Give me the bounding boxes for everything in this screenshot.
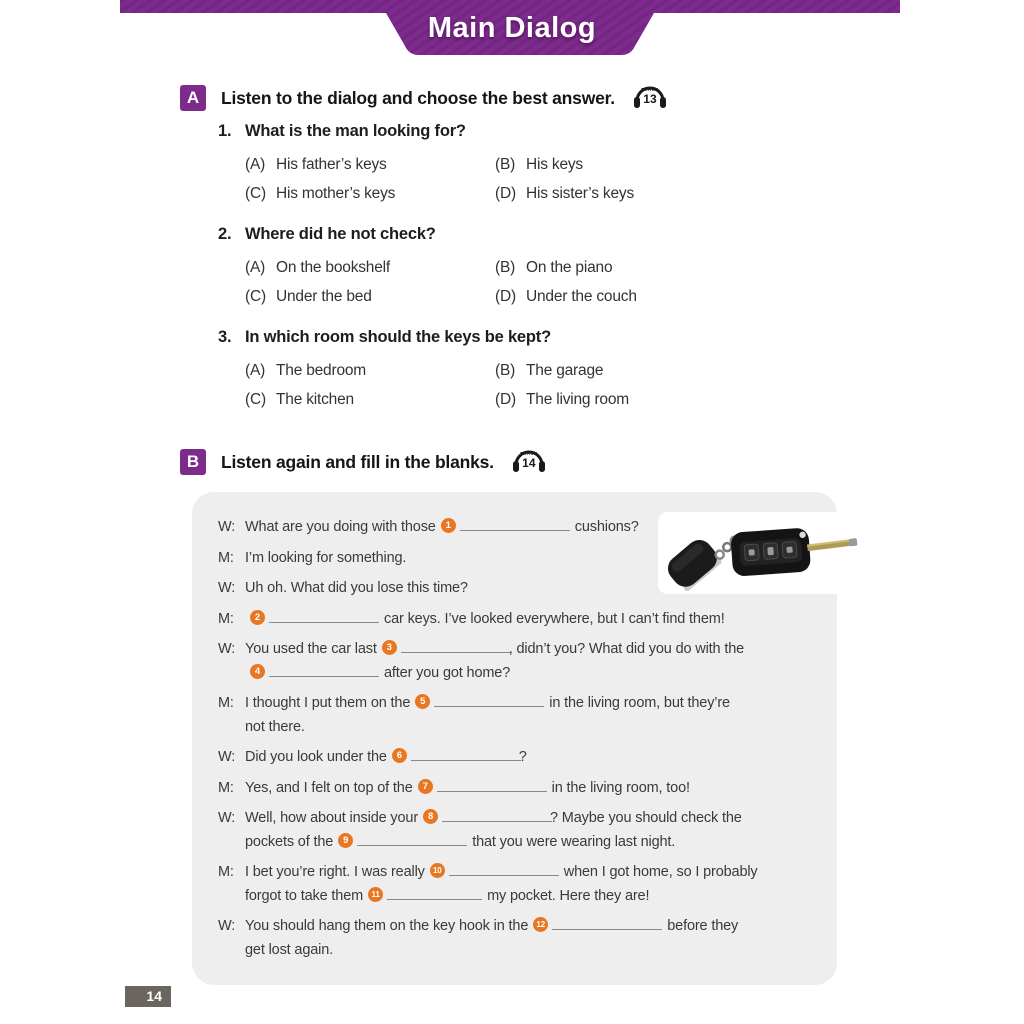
track-label: TRACK [641, 86, 659, 92]
dialog-text: ? Maybe you should check the [550, 810, 742, 826]
answer-option [245, 282, 495, 311]
dialog-line [218, 716, 823, 740]
answer-option [495, 385, 858, 414]
option-letter: (A) [245, 362, 266, 379]
option-letter: (C) [245, 391, 266, 408]
section-b-title: Listen again and fill in the blanks. [221, 451, 494, 472]
question-text: Where did he not check? [245, 225, 436, 243]
blank-field [423, 810, 552, 826]
speaker-label: M: [218, 864, 234, 880]
dialog-text: when I got home, so I probably [563, 864, 758, 880]
answer-option [245, 150, 495, 179]
option-letter: (B) [495, 156, 516, 173]
dialog-line [218, 831, 823, 855]
dialog-line [218, 861, 823, 885]
blank-underline [401, 639, 511, 653]
question-number: 1. [218, 122, 232, 140]
track-number: 13 [643, 92, 657, 106]
speaker-label: W: [218, 641, 236, 657]
question-title [218, 121, 858, 141]
headphones-track-icon [631, 79, 669, 113]
headphones-track-icon [510, 443, 548, 477]
option-text: Under the bed [276, 288, 372, 305]
blank-field [382, 641, 511, 657]
track-number: 14 [522, 456, 536, 470]
dialog-text: Uh oh. What did you lose this time? [245, 580, 468, 596]
dialog-line [218, 662, 823, 686]
answer-option [495, 356, 858, 385]
question-title [218, 224, 858, 244]
question-block [218, 121, 858, 208]
blank-field [430, 864, 559, 880]
blank-number-marker: 12 [533, 917, 548, 932]
dialog-text: in the living room, too! [551, 779, 690, 796]
speaker-label: W: [218, 810, 236, 826]
section-b-header [180, 448, 548, 476]
page-title: Main Dialog [427, 12, 597, 44]
blank-number-marker: 2 [250, 610, 265, 625]
dialog-text: Well, how about inside your [245, 810, 419, 826]
speaker-label: W: [218, 918, 236, 934]
blank-field [418, 780, 547, 796]
question-text: What is the man looking for? [245, 122, 466, 140]
blank-underline [437, 778, 547, 792]
option-text: The bedroom [276, 362, 366, 379]
dialog-text: that you were wearing last night. [472, 833, 676, 850]
dialog-text: , didn’t you? What did you do with the [508, 641, 745, 657]
dialog-text: cushions? [574, 519, 639, 535]
blank-underline [442, 808, 552, 822]
blank-field [415, 695, 544, 711]
dialog-line [218, 807, 823, 831]
answer-option [495, 150, 858, 179]
blank-number-marker: 10 [430, 863, 445, 878]
blank-number-marker: 4 [250, 664, 265, 679]
option-text: His keys [526, 156, 583, 173]
dialog-text: You used the car last [245, 641, 377, 657]
option-letter: (B) [495, 362, 516, 379]
dialog-text: before they [667, 918, 739, 934]
option-text: On the piano [526, 259, 613, 276]
blank-underline [552, 916, 662, 930]
dialog-text: Yes, and I felt on top of the [245, 779, 413, 796]
answer-option [495, 253, 858, 282]
dialog-line [218, 746, 823, 770]
blank-number-marker: 6 [392, 748, 407, 763]
speaker-label: W: [218, 580, 236, 596]
dialog-text: You should hang them on the key hook in the [245, 918, 529, 934]
section-a-badge: A [180, 85, 206, 111]
option-letter: (D) [495, 185, 516, 202]
dialog-text: not there. [245, 718, 305, 735]
blank-field [368, 888, 482, 904]
option-letter: (C) [245, 288, 266, 305]
section-a-header [180, 84, 669, 112]
answer-option [245, 356, 495, 385]
question-number: 2. [218, 225, 232, 243]
dialog-text: get lost again. [245, 941, 334, 958]
option-letter: (C) [245, 185, 266, 202]
speaker-label: W: [218, 519, 236, 535]
option-text: On the bookshelf [276, 259, 390, 276]
answer-option [495, 282, 858, 311]
questions [218, 121, 858, 430]
blank-underline [357, 832, 467, 846]
blank-number-marker: 9 [338, 833, 353, 848]
speaker-label: M: [218, 549, 234, 566]
speaker-label: M: [218, 610, 234, 627]
blank-field [250, 665, 379, 681]
dialog-text: my pocket. Here they are! [487, 887, 650, 904]
blank-field [338, 834, 467, 850]
dialog-text: What are you doing with those [245, 519, 436, 535]
speaker-label: M: [218, 695, 234, 711]
dialog-line [218, 638, 823, 662]
option-letter: (D) [495, 391, 516, 408]
answer-option [495, 179, 858, 208]
dialog-text: I bet you’re right. I was really [245, 864, 425, 880]
blank-field [250, 611, 379, 627]
blank-field [392, 749, 521, 765]
question-number: 3. [218, 328, 232, 346]
option-text: Under the couch [526, 288, 637, 305]
dialog-text: I’m looking for something. [245, 549, 407, 566]
dialog-line [218, 692, 823, 716]
section-b-badge: B [180, 449, 206, 475]
page-number-badge: 14 [125, 986, 171, 1007]
track-label: TRACK [519, 450, 538, 456]
blank-number-marker: 8 [423, 809, 438, 824]
dialog-text: ? [518, 749, 527, 765]
dialog-line [218, 939, 823, 963]
option-letter: (B) [495, 259, 516, 276]
dialog-line [218, 915, 823, 939]
dialog-text: after you got home? [384, 664, 511, 681]
question-text: In which room should the keys be kept? [245, 328, 551, 346]
dialog-text: Did you look under the [245, 749, 387, 765]
blank-underline [460, 517, 570, 531]
question-block [218, 327, 858, 414]
dialog-text: in the living room, but they’re [549, 695, 730, 711]
question-block [218, 224, 858, 311]
blank-field [441, 519, 570, 535]
dialog-text: I thought I put them on the [245, 695, 411, 711]
car-keys-photo [658, 512, 860, 594]
option-letter: (D) [495, 288, 516, 305]
answer-option [245, 179, 495, 208]
blank-number-marker: 5 [415, 694, 430, 709]
blank-underline [269, 609, 379, 623]
question-title [218, 327, 858, 347]
option-text: His mother’s keys [276, 185, 396, 202]
dialog-line [218, 885, 823, 909]
dialog-line [218, 777, 823, 801]
blank-underline [411, 747, 521, 761]
blank-number-marker: 7 [418, 779, 433, 794]
dialog-line [218, 608, 823, 632]
option-text: The garage [526, 362, 604, 379]
option-text: His father’s keys [276, 156, 387, 173]
blank-number-marker: 1 [441, 518, 456, 533]
dialog-text: forgot to take them [245, 887, 364, 904]
blank-underline [387, 886, 482, 900]
question-options [245, 253, 858, 311]
dialog-text: pockets of the [245, 833, 334, 850]
question-options [245, 150, 858, 208]
option-text: The living room [526, 391, 629, 408]
blank-underline [269, 663, 379, 677]
blank-field [533, 918, 662, 934]
section-a-title: Listen to the dialog and choose the best answer. [221, 87, 615, 108]
speaker-label: W: [218, 749, 236, 765]
answer-option [245, 385, 495, 414]
option-letter: (A) [245, 259, 266, 276]
speaker-label: M: [218, 779, 234, 796]
blank-number-marker: 11 [368, 887, 383, 902]
option-text: The kitchen [276, 391, 354, 408]
blank-number-marker: 3 [382, 640, 397, 655]
answer-option [245, 253, 495, 282]
option-text: His sister’s keys [526, 185, 634, 202]
blank-underline [449, 862, 559, 876]
question-options [245, 356, 858, 414]
option-letter: (A) [245, 156, 266, 173]
blank-underline [434, 693, 544, 707]
dialog-text: car keys. I’ve looked everywhere, but I can’t find them! [384, 610, 725, 627]
